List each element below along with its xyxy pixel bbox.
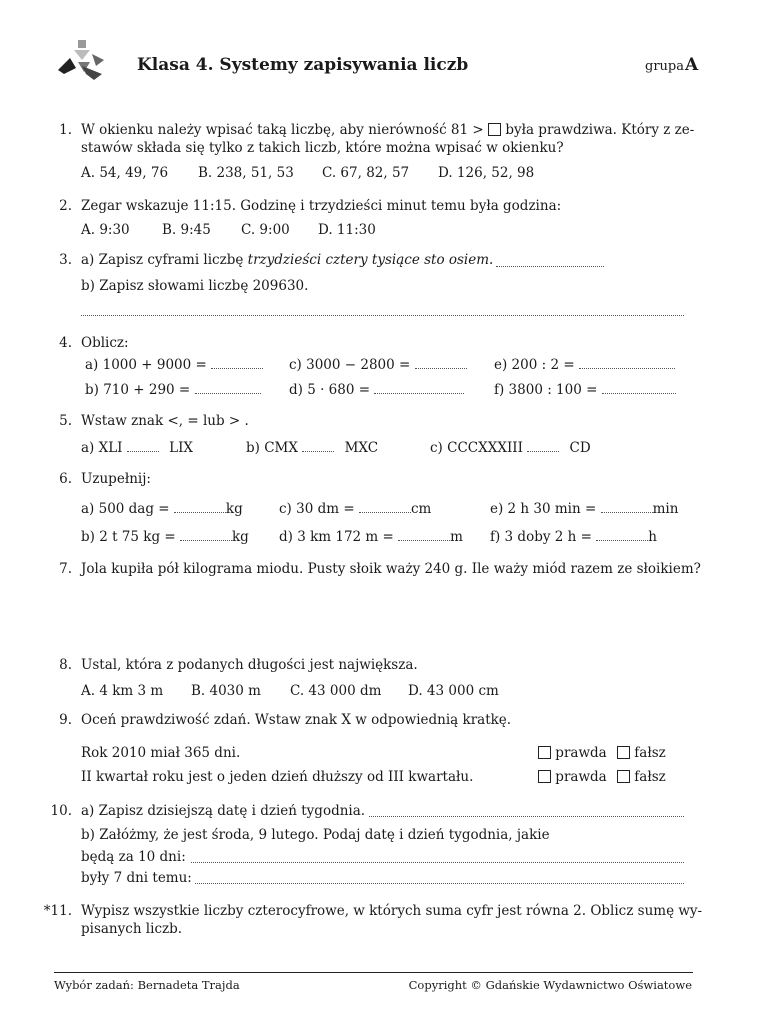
answer-blank[interactable] — [359, 500, 411, 513]
answer-blank[interactable] — [195, 381, 261, 394]
q4-label: Oblicz: — [81, 335, 129, 351]
checkbox-false-icon[interactable] — [617, 746, 630, 759]
q10-b-past-answer-line[interactable] — [195, 883, 684, 884]
q8-text: Ustal, która z podanych długości jest największa. — [81, 657, 418, 673]
q9-text: Oceń prawdziwość zdań. Wstaw znak X w odpowiednią kratkę. — [81, 712, 512, 728]
page-title: Klasa 4. Systemy zapisywania liczb — [137, 55, 469, 75]
checkbox-true-icon[interactable] — [538, 746, 551, 759]
q2-text: Zegar wskazuje 11:15. Godzinę i trzydzieści minut temu była godzina: — [81, 198, 562, 214]
footer-copyright: Copyright © Gdańskie Wydawnictwo Oświatowe — [408, 978, 692, 992]
q10-b-future-answer-line[interactable] — [191, 862, 684, 863]
q3-a-answer-line[interactable] — [496, 266, 604, 267]
q3-number: 3. — [59, 252, 72, 268]
group-label: grupa — [645, 59, 684, 74]
answer-blank[interactable] — [596, 528, 648, 541]
answer-blank[interactable] — [211, 356, 263, 369]
q1-number: 1. — [59, 122, 72, 138]
checkbox-false-icon[interactable] — [617, 770, 630, 783]
q9-row1-options: prawda fałsz — [538, 744, 666, 762]
answer-blank[interactable] — [174, 500, 226, 513]
group-value: A — [685, 55, 699, 75]
q10-b-text: b) Załóżmy, że jest środa, 9 lutego. Podaj datę i dzień tygodnia, jakie — [81, 827, 550, 843]
q1-text-line2: stawów składa się tylko z takich liczb, które można wpisać w okienku? — [81, 140, 564, 156]
q1-option-b[interactable]: B. 238, 51, 53 — [198, 165, 294, 181]
q9-number: 9. — [59, 712, 72, 728]
q4-item-e: e) 200 : 2 = — [494, 356, 675, 374]
q7-text: Jola kupiła pół kilograma miodu. Pusty słoik waży 240 g. Ile waży miód razem ze słoikiem? — [81, 561, 701, 577]
q3-b-answer-line[interactable] — [81, 315, 684, 316]
q11-number: *11. — [43, 903, 72, 919]
footer-author: Wybór zadań: Bernadeta Trajda — [54, 978, 240, 992]
q5-number: 5. — [59, 413, 72, 429]
q6-number: 6. — [59, 471, 72, 487]
q10-number: 10. — [50, 803, 72, 819]
q2-option-c[interactable]: C. 9:00 — [241, 222, 290, 238]
answer-blank[interactable] — [602, 381, 676, 394]
q4-item-a: a) 1000 + 9000 = — [85, 356, 263, 374]
answer-box-icon[interactable] — [488, 123, 501, 136]
answer-blank[interactable] — [415, 356, 467, 369]
q11-text-line2: pisanych liczb. — [81, 921, 183, 937]
q2-option-d[interactable]: D. 11:30 — [318, 222, 376, 238]
q10-a-answer-line[interactable] — [369, 816, 684, 817]
q8-option-a[interactable]: A. 4 km 3 m — [81, 683, 164, 699]
q11-text-line1: Wypisz wszystkie liczby czterocyfrowe, w których suma cyfr jest równa 2. Oblicz sumę wy- — [81, 903, 703, 919]
q5-item-c: c) CCCXXXIII CD — [430, 440, 591, 456]
q8-option-b[interactable]: B. 4030 m — [191, 683, 261, 699]
q4-item-d: d) 5 · 680 = — [289, 381, 464, 399]
sign-blank[interactable] — [302, 439, 334, 452]
q2-option-b[interactable]: B. 9:45 — [162, 222, 211, 238]
q9-statement-1: Rok 2010 miał 365 dni. — [81, 745, 241, 761]
logo-icon — [56, 40, 106, 82]
q8-option-c[interactable]: C. 43 000 dm — [290, 683, 382, 699]
q10-a-text: a) Zapisz dzisiejszą datę i dzień tygodnia. — [81, 803, 366, 819]
q6-item-d: d) 3 km 172 m = m — [279, 529, 463, 545]
answer-blank[interactable] — [579, 356, 675, 369]
checkbox-true-icon[interactable] — [538, 770, 551, 783]
q5-label: Wstaw znak <, = lub > . — [81, 413, 249, 429]
q1-option-d[interactable]: D. 126, 52, 98 — [438, 165, 535, 181]
q4-number: 4. — [59, 335, 72, 351]
q6-label: Uzupełnij: — [81, 471, 151, 487]
sign-blank[interactable] — [527, 439, 559, 452]
q8-number: 8. — [59, 657, 72, 673]
q1-text-line1: W okienku należy wpisać taką liczbę, aby nierówność 81 > była prawdziwa. Który z ze- — [81, 122, 695, 138]
q6-item-b: b) 2 t 75 kg = kg — [81, 529, 249, 545]
q7-number: 7. — [59, 561, 72, 577]
footer-divider — [54, 972, 693, 973]
q3-b-text: b) Zapisz słowami liczbę 209630. — [81, 278, 309, 294]
q10-b-past-label: były 7 dni temu: — [81, 870, 192, 886]
q6-item-a: a) 500 dag = kg — [81, 501, 243, 517]
q6-item-f: f) 3 doby 2 h = h — [490, 529, 657, 545]
q2-number: 2. — [59, 198, 72, 214]
q4-item-c: c) 3000 − 2800 = — [289, 356, 467, 374]
q6-item-e: e) 2 h 30 min = min — [490, 501, 679, 517]
answer-blank[interactable] — [601, 500, 653, 513]
answer-blank[interactable] — [180, 528, 232, 541]
q3-a-text: a) Zapisz cyframi liczbę trzydzieści cztery tysiące sto osiem. — [81, 252, 494, 268]
q1-option-a[interactable]: A. 54, 49, 76 — [81, 165, 169, 181]
answer-blank[interactable] — [374, 381, 464, 394]
sign-blank[interactable] — [127, 439, 159, 452]
q4-item-f: f) 3800 : 100 = — [494, 381, 676, 399]
q5-item-a: a) XLI LIX — [81, 440, 194, 456]
q8-option-d[interactable]: D. 43 000 cm — [408, 683, 499, 699]
q6-item-c: c) 30 dm = cm — [279, 501, 432, 517]
answer-blank[interactable] — [398, 528, 450, 541]
q9-statement-2: II kwartał roku jest o jeden dzień dłuższy od III kwartału. — [81, 769, 474, 785]
q4-item-b: b) 710 + 290 = — [85, 381, 261, 399]
q2-option-a[interactable]: A. 9:30 — [81, 222, 130, 238]
q10-b-future-label: będą za 10 dni: — [81, 849, 186, 865]
q1-option-c[interactable]: C. 67, 82, 57 — [322, 165, 410, 181]
q9-row2-options: prawda fałsz — [538, 768, 666, 786]
q5-item-b: b) CMX MXC — [246, 440, 379, 456]
